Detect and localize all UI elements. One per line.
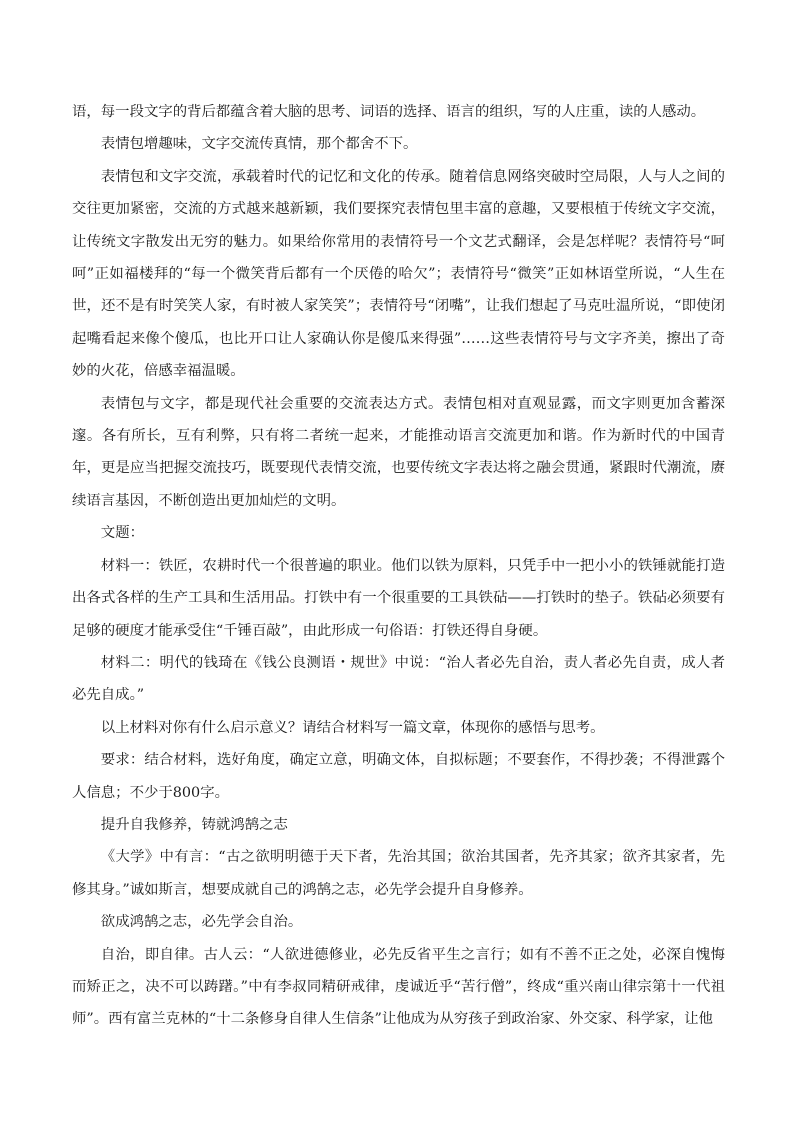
material-one: 材料一：铁匠，农耕时代一个很普遍的职业。他们以铁为原料，只凭手中一把小小的铁锤就能打造出各式各样的生产工具和生活用品。打铁中有一个很重要的工具铁砧——打铁时的垫子。铁砧必须要有足够的硬度才能承受住“千锤百敲”，由此形成一句俗语：打铁还得自身硬。 — [72, 557, 725, 639]
paragraph-continuation: 语，每一段文字的背后都蕴含着大脑的思考、词语的选择、语言的组织，写的人庄重，读的人感动。 — [72, 104, 706, 120]
essay-paragraph-2: 欲成鸿鹄之志，必先学会自治。 — [100, 914, 303, 931]
writing-prompt: 以上材料对你有什么启示意义？请结合材料写一篇文章，体现你的感悟与思考。 — [100, 719, 605, 736]
essay-title: 提升自我修养，铸就鸿鹄之志 — [100, 816, 288, 833]
essay-paragraph-3: 自治，即自律。古人云：“人欲进德修业，必先反省平生之言行；如有不善不正之处，必深自愧悔而矫正之，决不可以踌躇。”中有李叔同精研戒律，虔诚近乎“苦行僧”，终成“重兴南山律宗第十一代祖师”。西有富兰克林的“十二条修身自律人生信条”让他成为从穷孩子到政治家、外交家、科学家，让他 — [72, 946, 725, 1028]
paragraph-body-2: 表情包与文字，都是现代社会重要的交流表达方式。表情包相对直观显露，而文字则更加含蓄深邃。各有所长，互有利弊，只有将二者统一起来，才能推动语言交流更加和谐。作为新时代的中国青年，更是应当把握交流技巧，既要现代表情交流，也要传统文字表达将之融会贯通，紧跟时代潮流，赓续语言基因，不断创造出更加灿烂的文明。 — [72, 395, 725, 509]
document-page — [72, 96, 725, 1036]
writing-requirements: 要求：结合材料，选好角度，确定立意，明确文体，自拟标题；不要套作，不得抄袭；不得泄露个人信息；不少于800字。 — [72, 752, 725, 801]
paragraph-body-1: 表情包和文字交流，承载着时代的记忆和文化的传承。随着信息网络突破时空局限，人与人之间的交往更加紧密，交流的方式越来越新颖，我们要探究表情包里丰富的意趣，又要根植于传统文字交流，让传统文字散发出无穷的魅力。如果给你常用的表情符号一个文艺式翻译，会是怎样呢？表情符号“呵呵”正如福楼拜的“每一个微笑背后都有一个厌倦的哈欠”；表情符号“微笑”正如林语堂所说，“人生在世，还不是有时笑笑人家，有时被人家笑笑”；表情符号“闭嘴”，让我们想起了马克吐温所说，“即使闭起嘴看起来像个傻瓜，也比开口让人家确认你是傻瓜来得强”……这些表情符号与文字齐美，擦出了奇妙的火花，倍感幸福温暖。 — [72, 168, 725, 380]
essay-paragraph-1: 《大学》中有言：“古之欲明明德于天下者，先治其国；欲治其国者，先齐其家；欲齐其家者，先修其身。”诚如斯言，想要成就自己的鸿鹄之志，必先学会提升自身修养。 — [72, 849, 725, 898]
prompt-title-label: 文题： — [100, 525, 144, 542]
paragraph-emoji-summary: 表情包增趣味，文字交流传真情，那个都舍不下。 — [100, 136, 418, 153]
material-two: 材料二：明代的钱琦在《钱公良测语・规世》中说：“治人者必先自治，责人者必先自责，成人者必先自成。” — [72, 654, 725, 704]
